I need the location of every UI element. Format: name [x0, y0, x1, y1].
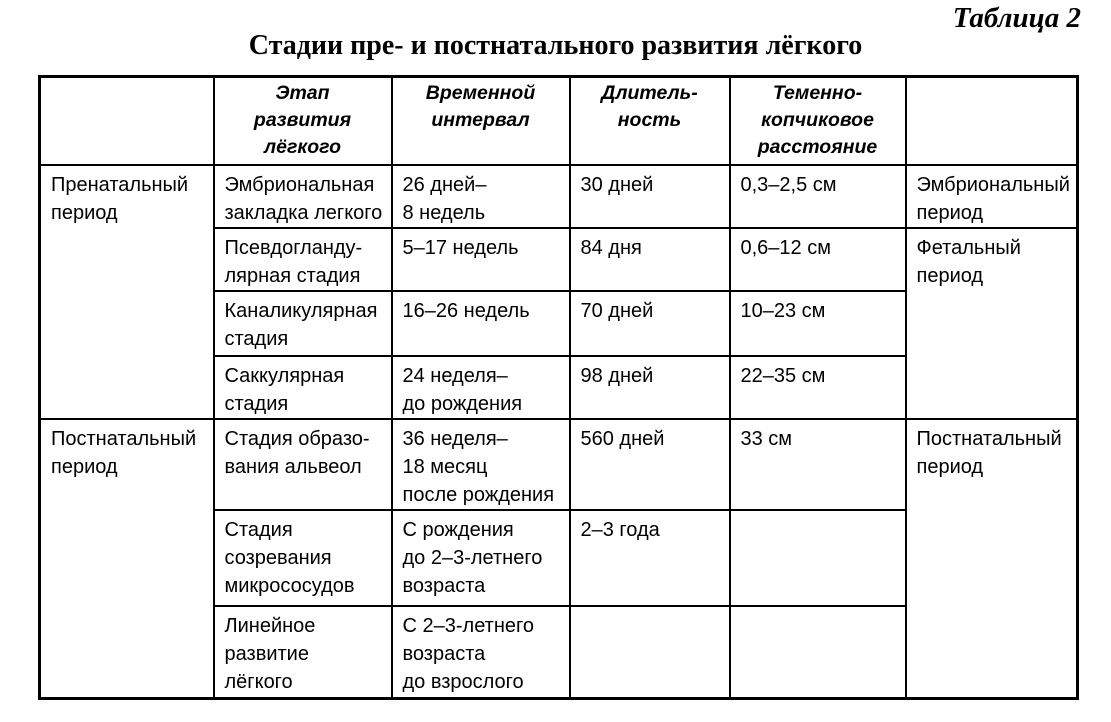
- lung-development-table: [38, 75, 1079, 700]
- interval-cell: 26 дней– 8 недель: [392, 165, 570, 228]
- crl-cell: [730, 606, 906, 699]
- crl-cell: 0,3–2,5 см: [730, 165, 906, 228]
- stage-cell: Эмбриональная закладка легкого: [214, 165, 392, 228]
- table-header-row: [40, 77, 1078, 165]
- crl-cell: 10–23 см: [730, 291, 906, 356]
- duration-cell: 560 дней: [570, 419, 730, 510]
- period-postnatal-cell: Постнатальный период: [40, 419, 214, 699]
- stage-cell: Линейное развитие лёгкого: [214, 606, 392, 699]
- header-phase: [906, 77, 1078, 165]
- stage-cell: Псевдогланду- лярная стадия: [214, 228, 392, 291]
- stage-cell: Стадия образо- вания альвеол: [214, 419, 392, 510]
- period-prenatal-cell: Пренатальный период: [40, 165, 214, 419]
- duration-cell: 2–3 года: [570, 510, 730, 606]
- duration-cell: 70 дней: [570, 291, 730, 356]
- table-row: [40, 419, 1078, 510]
- crl-cell: [730, 510, 906, 606]
- header-duration: Длитель- ность: [570, 77, 730, 165]
- duration-cell: 84 дня: [570, 228, 730, 291]
- interval-cell: 36 неделя– 18 месяц после рождения: [392, 419, 570, 510]
- duration-cell: [570, 606, 730, 699]
- header-crown-rump-length: Теменно- копчиковое расстояние: [730, 77, 906, 165]
- phase-embryonic-cell: Эмбриональный период: [906, 165, 1078, 228]
- crl-cell: 33 см: [730, 419, 906, 510]
- interval-cell: 5–17 недель: [392, 228, 570, 291]
- phase-postnatal-cell: Постнатальный период: [906, 419, 1078, 699]
- phase-fetal-cell: Фетальный период: [906, 228, 1078, 419]
- header-interval: Временной интервал: [392, 77, 570, 165]
- stage-cell: Стадия созревания микрососудов: [214, 510, 392, 606]
- crl-cell: 0,6–12 см: [730, 228, 906, 291]
- header-stage: Этап развития лёгкого: [214, 77, 392, 165]
- table-row: [40, 165, 1078, 228]
- stage-cell: Саккулярная стадия: [214, 356, 392, 419]
- table-title: Стадии пре- и постнатального развития лёгкого: [248, 30, 863, 61]
- interval-cell: 24 неделя– до рождения: [392, 356, 570, 419]
- header-period: [40, 77, 214, 165]
- interval-cell: 16–26 недель: [392, 291, 570, 356]
- interval-cell: С рождения до 2–3-летнего возраста: [392, 510, 570, 606]
- duration-cell: 30 дней: [570, 165, 730, 228]
- table-number-label: Таблица 2: [952, 2, 1081, 34]
- stage-cell: Каналикулярная стадия: [214, 291, 392, 356]
- crl-cell: 22–35 см: [730, 356, 906, 419]
- duration-cell: 98 дней: [570, 356, 730, 419]
- interval-cell: С 2–3-летнего возраста до взрослого: [392, 606, 570, 699]
